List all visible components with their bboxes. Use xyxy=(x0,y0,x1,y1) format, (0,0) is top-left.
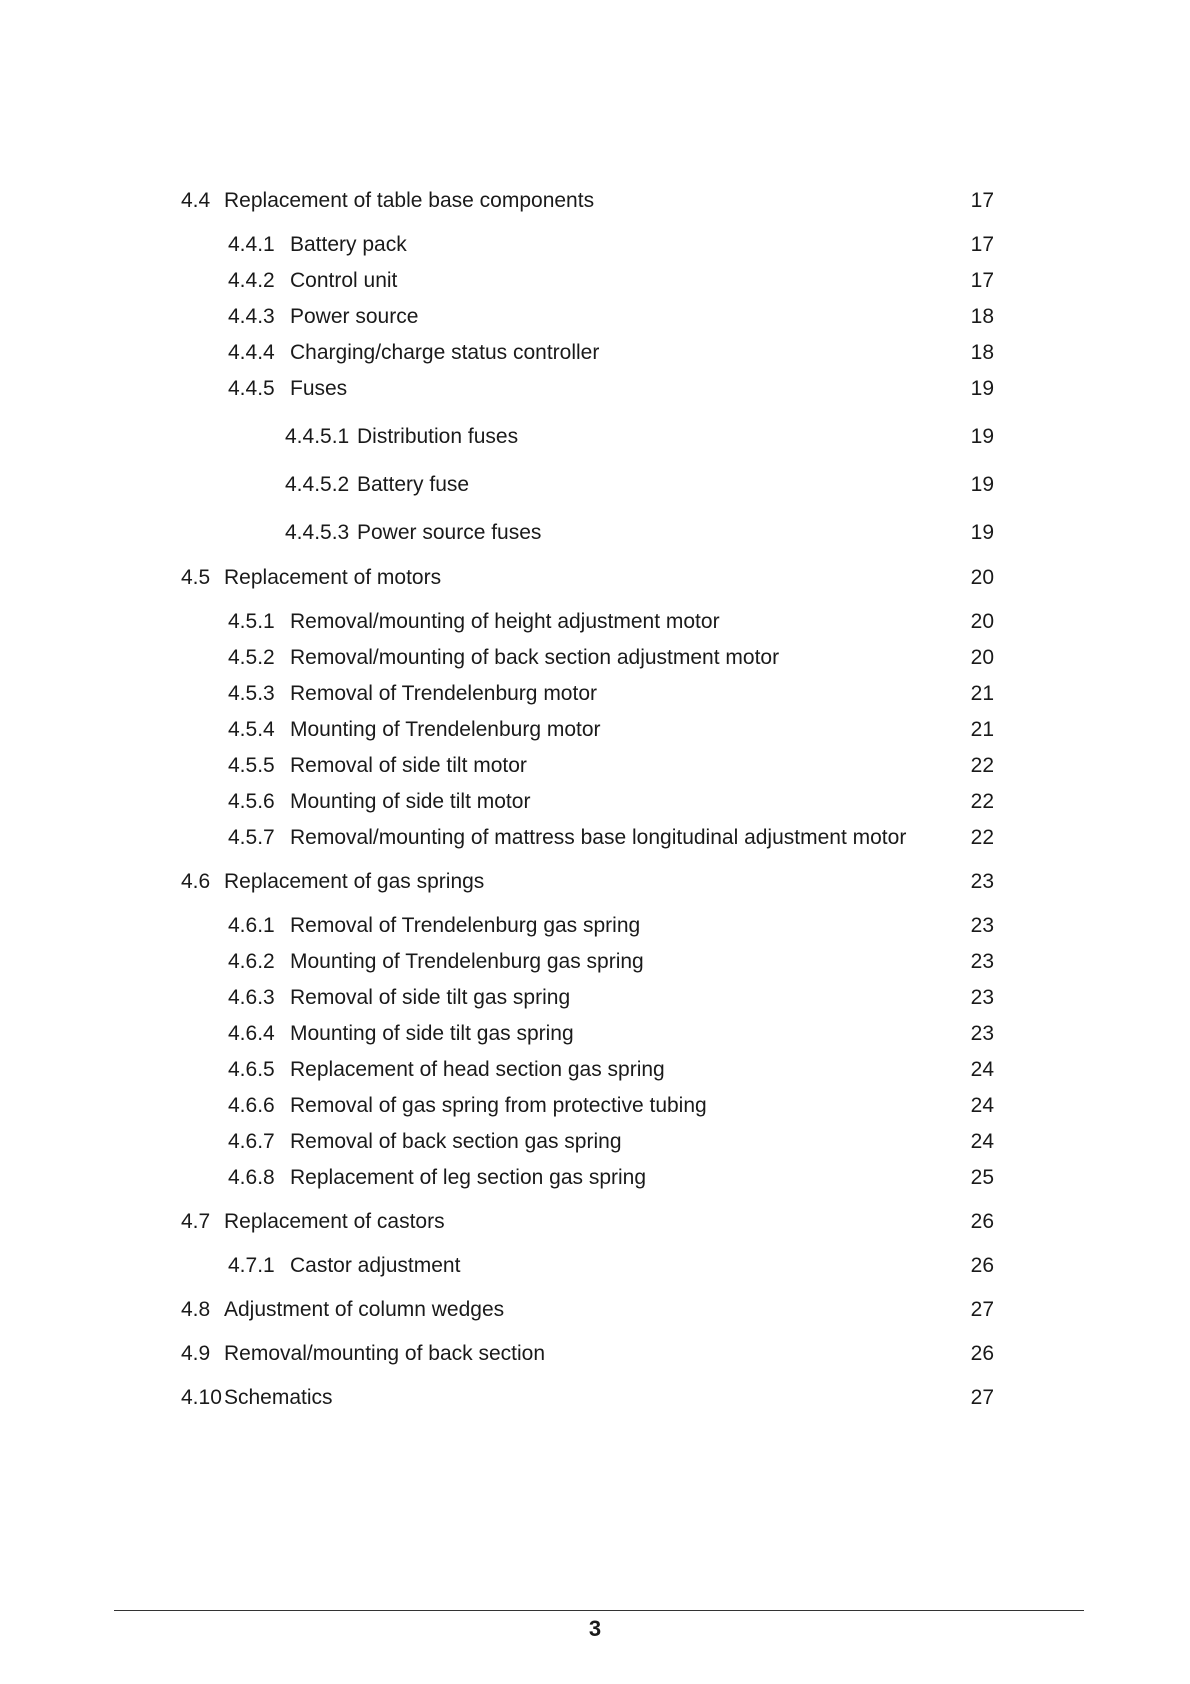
toc-entry-number: 4.4.2 xyxy=(228,269,275,292)
toc-entry[interactable] xyxy=(0,1339,1190,1369)
toc-entry-number: 4.5.4 xyxy=(228,718,275,741)
toc-entry[interactable] xyxy=(0,1251,1190,1281)
toc-entry-title: Removal of back section gas spring xyxy=(290,1130,622,1153)
toc-entry-number: 4.5.5 xyxy=(228,754,275,777)
toc-entry-number: 4.6.8 xyxy=(228,1166,275,1189)
toc-entry[interactable] xyxy=(0,1207,1190,1237)
toc-entry-page: 22 xyxy=(970,790,994,813)
toc-entry-page: 19 xyxy=(970,473,994,496)
toc-entry-title: Removal of Trendelenburg gas spring xyxy=(290,914,641,937)
toc-entry-number: 4.6.7 xyxy=(228,1130,275,1153)
toc-entry-number: 4.6.5 xyxy=(228,1058,275,1081)
toc-entry[interactable] xyxy=(0,470,1190,500)
toc-entry-title: Power source xyxy=(290,305,419,328)
toc-entry-title: Mounting of Trendelenburg motor xyxy=(290,718,601,741)
toc-entry-title: Replacement of motors xyxy=(224,566,442,589)
toc-entry-page: 20 xyxy=(970,610,994,633)
toc-entry-page: 18 xyxy=(970,341,994,364)
toc-entry-number: 4.5.1 xyxy=(228,610,275,633)
toc-entry-title: Adjustment of column wedges xyxy=(224,1298,505,1321)
toc-entry-number: 4.6.4 xyxy=(228,1022,275,1045)
toc-entry-number: 4.4.5.3 xyxy=(285,521,350,544)
toc-entry[interactable] xyxy=(0,338,1190,368)
page-number: 3 xyxy=(588,1616,602,1641)
toc-entry[interactable] xyxy=(0,1127,1190,1157)
toc-entry-title: Fuses xyxy=(290,377,348,400)
toc-entry-page: 27 xyxy=(970,1386,994,1409)
toc-entry-title: Mounting of Trendelenburg gas spring xyxy=(290,950,644,973)
toc-entry-page: 25 xyxy=(970,1166,994,1189)
toc-entry-title: Charging/charge status controller xyxy=(290,341,600,364)
toc-entry-page: 20 xyxy=(970,646,994,669)
toc-entry-number: 4.9 xyxy=(181,1342,211,1365)
toc-entry[interactable] xyxy=(0,563,1190,593)
toc-entry-number: 4.5.2 xyxy=(228,646,275,669)
toc-entry-number: 4.7.1 xyxy=(228,1254,275,1277)
toc-entry-title: Battery fuse xyxy=(357,473,470,496)
toc-entry-title: Control unit xyxy=(290,269,398,292)
toc-entry[interactable] xyxy=(0,302,1190,332)
toc-entry-title: Replacement of leg section gas spring xyxy=(290,1166,647,1189)
toc-entry[interactable] xyxy=(0,751,1190,781)
toc-entry-page: 26 xyxy=(970,1210,994,1233)
toc-entry-title: Mounting of side tilt motor xyxy=(290,790,531,813)
toc-entry-number: 4.4.3 xyxy=(228,305,275,328)
toc-entry-number: 4.8 xyxy=(181,1298,211,1321)
toc-entry-title: Removal/mounting of back section xyxy=(224,1342,545,1365)
toc-entry-page: 20 xyxy=(970,566,994,589)
toc-entry-title: Removal of side tilt gas spring xyxy=(290,986,571,1009)
toc-entry[interactable] xyxy=(0,266,1190,296)
toc-entry-number: 4.4 xyxy=(181,189,211,212)
toc-entry-number: 4.5.3 xyxy=(228,682,275,705)
toc-entry[interactable] xyxy=(0,1055,1190,1085)
toc-entry-page: 21 xyxy=(970,682,994,705)
toc-entry-title: Removal/mounting of height adjustment motor xyxy=(290,610,720,633)
toc-entry[interactable] xyxy=(0,715,1190,745)
toc-entry-number: 4.10 xyxy=(181,1386,222,1409)
toc-entry-number: 4.6.6 xyxy=(228,1094,275,1117)
toc-entry-number: 4.6.3 xyxy=(228,986,275,1009)
toc-entry-number: 4.4.1 xyxy=(228,233,275,256)
toc-entry-page: 22 xyxy=(970,826,994,849)
toc-entry-page: 18 xyxy=(970,305,994,328)
footer-divider xyxy=(114,1610,1084,1611)
toc-entry-title: Battery pack xyxy=(290,233,407,256)
toc-entry-number: 4.6.2 xyxy=(228,950,275,973)
toc-entry-page: 17 xyxy=(970,269,994,292)
toc-entry-title: Schematics xyxy=(224,1386,333,1409)
toc-entry-page: 19 xyxy=(970,521,994,544)
toc-entry-title: Replacement of table base components xyxy=(224,189,595,212)
toc-entry[interactable] xyxy=(0,422,1190,452)
toc-entry[interactable] xyxy=(0,679,1190,709)
toc-entry-page: 26 xyxy=(970,1254,994,1277)
toc-entry-number: 4.4.5.1 xyxy=(285,425,350,448)
toc-entry-title: Removal/mounting of back section adjustment motor xyxy=(290,646,780,669)
toc-entry-number: 4.6.1 xyxy=(228,914,275,937)
toc-entry[interactable] xyxy=(0,787,1190,817)
toc-entry-page: 19 xyxy=(970,377,994,400)
toc-entry-number: 4.7 xyxy=(181,1210,211,1233)
toc-entry-title: Removal of gas spring from protective tubing xyxy=(290,1094,707,1117)
toc-entry-page: 23 xyxy=(970,986,994,1009)
toc-entry-title: Removal of side tilt motor xyxy=(290,754,527,777)
toc-entry-page: 23 xyxy=(970,950,994,973)
toc-entry-number: 4.6 xyxy=(181,870,211,893)
toc-entry[interactable] xyxy=(0,1295,1190,1325)
toc-entry[interactable] xyxy=(0,643,1190,673)
toc-entry-number: 4.4.4 xyxy=(228,341,275,364)
toc-entry-number: 4.5 xyxy=(181,566,211,589)
toc-entry-page: 24 xyxy=(970,1058,994,1081)
toc-entry-page: 24 xyxy=(970,1130,994,1153)
toc-entry-number: 4.4.5.2 xyxy=(285,473,350,496)
toc-entry[interactable] xyxy=(0,1163,1190,1193)
toc-entry[interactable] xyxy=(0,1019,1190,1049)
toc-entry-page: 17 xyxy=(970,189,994,212)
toc-entry-page: 22 xyxy=(970,754,994,777)
toc-entry-page: 27 xyxy=(970,1298,994,1321)
toc-entry-title: Replacement of gas springs xyxy=(224,870,485,893)
toc-entry-page: 23 xyxy=(970,914,994,937)
toc-entry[interactable] xyxy=(0,947,1190,977)
toc-entry-title: Mounting of side tilt gas spring xyxy=(290,1022,574,1045)
toc-entry[interactable] xyxy=(0,607,1190,637)
toc-entry-page: 19 xyxy=(970,425,994,448)
toc-entry-page: 21 xyxy=(970,718,994,741)
toc-entry-page: 26 xyxy=(970,1342,994,1365)
toc-entry-number: 4.5.7 xyxy=(228,826,275,849)
toc-entry-number: 4.5.6 xyxy=(228,790,275,813)
toc-entry-title: Removal of Trendelenburg motor xyxy=(290,682,597,705)
toc-entry[interactable] xyxy=(0,230,1190,260)
toc-entry[interactable] xyxy=(0,518,1190,548)
toc-entry[interactable] xyxy=(0,374,1190,404)
toc-entry-title: Replacement of head section gas spring xyxy=(290,1058,665,1081)
toc-entry-title: Castor adjustment xyxy=(290,1254,461,1277)
toc-entry-title: Replacement of castors xyxy=(224,1210,445,1233)
toc-entry[interactable] xyxy=(0,1091,1190,1121)
toc-entry-page: 23 xyxy=(970,1022,994,1045)
toc-entry-title: Removal/mounting of mattress base longitudinal adjustment motor xyxy=(290,826,907,849)
toc-entry[interactable] xyxy=(0,911,1190,941)
toc-entry-page: 24 xyxy=(970,1094,994,1117)
toc-entry-title: Distribution fuses xyxy=(357,425,519,448)
toc-entry[interactable] xyxy=(0,823,1190,853)
toc-entry-title: Power source fuses xyxy=(357,521,542,544)
toc-entry[interactable] xyxy=(0,1383,1190,1413)
toc-entry-page: 23 xyxy=(970,870,994,893)
toc-entry-number: 4.4.5 xyxy=(228,377,275,400)
toc-entry-page: 17 xyxy=(970,233,994,256)
toc-entry[interactable] xyxy=(0,186,1190,216)
toc-entry[interactable] xyxy=(0,867,1190,897)
toc-entry[interactable] xyxy=(0,983,1190,1013)
